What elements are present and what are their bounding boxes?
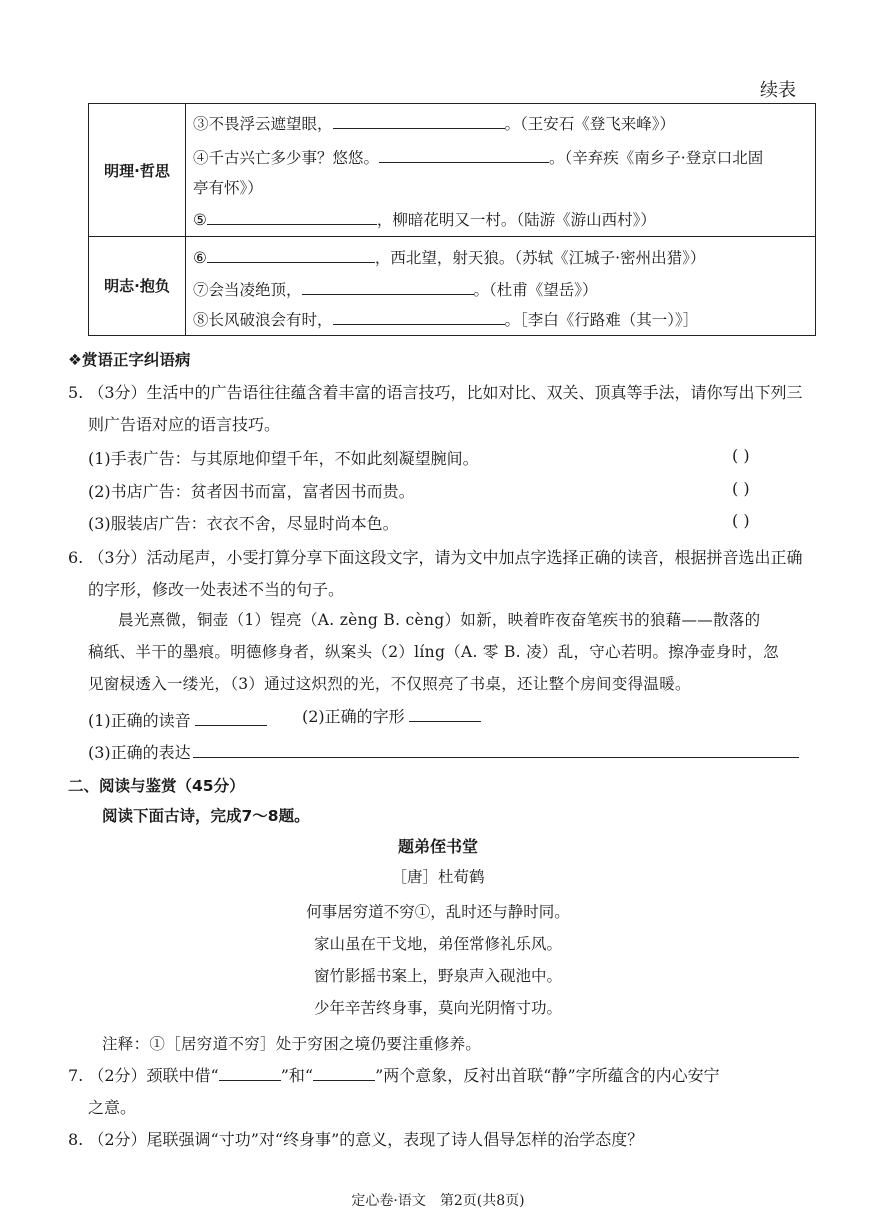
fill-blank[interactable] — [195, 711, 267, 726]
question-8: 8. （2分）尾联强调“寸功”对“终身事”的意义，表现了诗人倡导怎样的治学态度？ — [68, 1130, 644, 1149]
fill-blank[interactable] — [302, 280, 474, 295]
answer-label: (3)正确的表达 — [88, 743, 191, 762]
question-6-line2: 的字形，修改一处表述不当的句子。 — [88, 580, 345, 599]
table-line — [193, 308, 698, 330]
answer-bracket[interactable]: ( ) — [732, 479, 750, 498]
answer-6-3 — [88, 740, 799, 763]
line-post: ，柳暗花明又一村。（陆游《游山西村》） — [376, 211, 656, 229]
line-pre: 长风破浪会有时， — [208, 311, 333, 329]
fill-blank[interactable] — [207, 210, 377, 225]
question-5-line1: 5. （3分）生活中的广告语往往蕴含着丰富的语言技巧，比如对比、双关、顶真等手法，请你写出下列三 — [68, 383, 803, 402]
fill-blank[interactable] — [409, 707, 481, 722]
section-mark: ❖赏语正字纠语病 — [68, 351, 191, 369]
fill-blank[interactable] — [219, 1066, 281, 1081]
line-number: ⑧ — [193, 311, 209, 329]
line-pre: 亭有怀》） — [193, 179, 263, 197]
line-post: 。［李白《行路难（其一）》］ — [504, 311, 699, 329]
fill-blank[interactable] — [207, 248, 375, 263]
line-post: ，西北望，射天狼。（苏轼《江城子·密州出猎》） — [374, 249, 706, 267]
q7-mid: ”和“ — [280, 1066, 314, 1085]
line-pre: 千古兴亡多少事？悠悠。 — [208, 149, 380, 167]
line-post: 。（杜甫《望岳》） — [473, 281, 598, 299]
table-line — [193, 208, 656, 230]
line-pre: 会当凌绝顶， — [208, 281, 302, 299]
section-2-intro: 阅读下面古诗，完成7～8题。 — [102, 807, 310, 825]
fill-blank[interactable] — [379, 148, 549, 163]
table-line — [193, 112, 675, 134]
category-cell: 明志·抱负 — [89, 236, 186, 335]
line-pre: 不畏浮云遮望眼， — [208, 115, 333, 133]
fill-blank[interactable] — [193, 743, 799, 758]
line-number: ④ — [193, 149, 209, 167]
poem-author: ［唐］杜荀鹤 — [391, 868, 485, 886]
q7-pre: 7. （2分）颈联中借“ — [68, 1066, 219, 1085]
page-footer: 定心卷·语文 第2页(共8页) — [351, 1193, 525, 1209]
answer-label: (1)正确的读音 — [88, 711, 191, 730]
line-number: ③ — [193, 115, 209, 133]
table-line — [193, 176, 263, 198]
table-row — [89, 236, 815, 335]
answer-6-1 — [88, 708, 267, 731]
question-7-line2: 之意。 — [88, 1098, 137, 1117]
poetry-table — [88, 103, 816, 336]
continuation-label: 续表 — [760, 80, 796, 101]
passage-line-1: 晨光熹微，铜壶（1）锃亮（A. zèng B. cèng）如新，映着昨夜奋笔疾书的狼藉——散落的 — [118, 611, 761, 629]
section-2-title: 二、阅读与鉴赏（45分） — [68, 777, 245, 795]
q7-post: ”两个意象，反衬出首联“静”字所蕴含的内心安宁 — [375, 1066, 720, 1085]
fill-blank[interactable] — [333, 114, 505, 129]
table-line — [193, 278, 598, 300]
line-number: ⑦ — [193, 281, 209, 299]
poem-line-2: 家山虽在干戈地，弟侄常修礼乐风。 — [313, 935, 562, 953]
poem-line-3: 窗竹影摇书案上，野泉声入砚池中。 — [313, 967, 562, 985]
answer-bracket[interactable]: ( ) — [732, 511, 750, 530]
poem-line-1: 何事居穷道不穷①，乱时还与静时同。 — [306, 903, 570, 921]
question-6-line1: 6. （3分）活动尾声，小雯打算分享下面这段文字，请为文中加点字选择正确的读音，根据拼音选出正确 — [68, 548, 803, 567]
poem-title: 题弟侄书堂 — [397, 837, 478, 856]
table-line — [193, 146, 763, 168]
question-5-line2: 则广告语对应的语言技巧。 — [88, 415, 281, 434]
question-5-item-2: (2)书店广告：贫者因书而富，富者因书而贵。 — [88, 482, 415, 501]
answer-bracket[interactable]: ( ) — [732, 446, 750, 465]
answer-6-2 — [302, 704, 481, 727]
line-number: ⑤ — [193, 211, 207, 229]
answer-label: (2)正确的字形 — [302, 707, 405, 726]
poem-line-4: 少年辛苦终身事，莫向光阴惰寸功。 — [313, 999, 562, 1017]
line-post: 。（辛弃疾《南乡子·登京口北固 — [549, 149, 764, 167]
question-7-line1 — [68, 1063, 720, 1086]
fill-blank[interactable] — [313, 1066, 375, 1081]
question-5-item-1: (1)手表广告：与其原地仰望千年，不如此刻凝望腕间。 — [88, 449, 479, 468]
line-number: ⑥ — [193, 249, 207, 267]
table-line — [193, 246, 705, 268]
line-post: 。（王安石《登飞来峰》） — [504, 115, 676, 133]
passage-line-3: 见窗棂透入一缕光，（3）通过这炽烈的光，不仅照亮了书桌，还让整个房间变得温暖。 — [88, 675, 691, 693]
fill-blank[interactable] — [333, 310, 505, 325]
passage-line-2: 稿纸、半干的墨痕。明德修身者，纵案头（2）líng（A. 零 B. 凌）乱，守心若明。擦净壶身时，忽 — [88, 643, 779, 661]
table-row — [89, 104, 815, 237]
question-5-item-3: (3)服装店广告：衣衣不舍，尽显时尚本色。 — [88, 514, 399, 533]
poem-note: 注释：①［居穷道不穷］处于穷困之境仍要注重修养。 — [102, 1035, 482, 1053]
category-cell: 明理·哲思 — [89, 104, 186, 236]
